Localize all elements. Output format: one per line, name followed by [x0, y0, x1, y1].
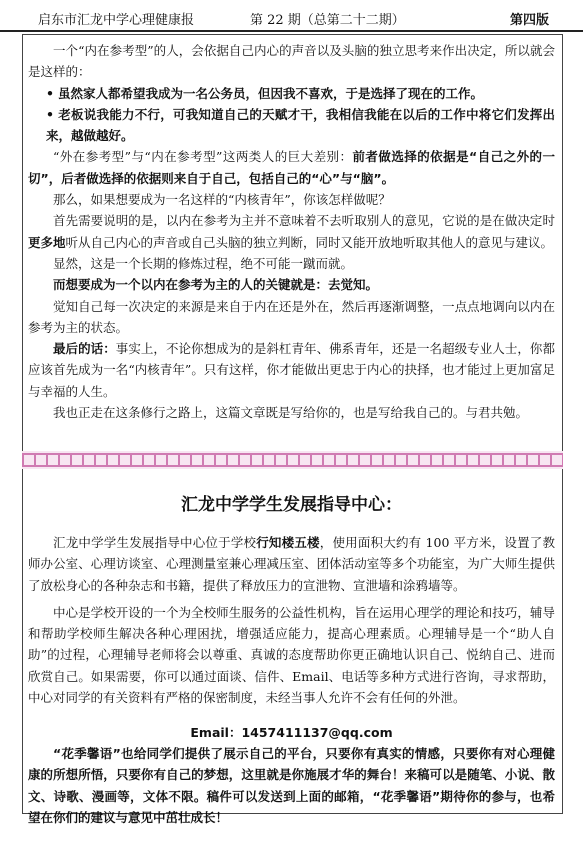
- bullet-text: 虽然家人都希望我成为一名公务员，但因我不喜欢，于是选择了现在的工作。: [58, 85, 484, 101]
- center-paragraph: 中心是学校开设的一个为全校师生服务的公益性机构，旨在运用心理学的理论和技巧，辅导和帮助学校师生解决各种心理困扰，增强适应能力，提高心理素质。心理辅导是一个“助人自助”的过程，心理辅导老师将会以尊重、真诚的态度帮助你更正确地认识自己、悦纳自己、进而欣赏自己。如果需要，你可以通过面谈、信件、Email、电话等多种方式进行咨询，寻求帮助，中心对同学的有关资料有严格的保密制度，未经当事人允许不会有任何的外泄。: [28, 604, 555, 706]
- paragraph-text: 汇龙中学学生发展指导中心位于学校: [53, 535, 257, 550]
- article-paragraph: [28, 210, 555, 253]
- emphasis-text: 最后的话：: [53, 341, 116, 357]
- issue-number: 第 22 期（总第二十二期）: [250, 13, 405, 28]
- bullet-item: [28, 83, 555, 104]
- paragraph-text: “外在参考型”与“内在参考型”这两类人的巨大差别：: [53, 149, 353, 165]
- bullet-item: [28, 104, 555, 147]
- page-number: 第四版: [510, 13, 550, 28]
- contact-email: Email：1457411137@qq.com: [190, 725, 393, 740]
- bullet-icon: •: [46, 85, 54, 101]
- paragraph-text: 听从自己内心的声音或自己头脑的独立判断，同时又能开放地听取其他人的意见与建议。: [65, 234, 554, 250]
- page-header: [0, 0, 583, 32]
- paragraph-text: 首先需要说明的是，以内在参考为主并不意味着不去听取别人的意见，它说的是在做决定时: [53, 213, 555, 229]
- article-paragraph: 那么，如果想要成为一名这样的“内核青年”，你该怎样做呢？: [53, 192, 391, 208]
- emphasis-text: 更多地: [28, 234, 66, 250]
- article-paragraph: [28, 338, 555, 402]
- bullet-text: 老板说我能力不行，可我知道自己的天赋才干，我相信我能在以后的工作中将它们发挥出来，越做越好。: [46, 106, 555, 144]
- submission-invite: “花季馨语”也给同学们提供了展示自己的平台，只要你有真实的情感，只要你有对心理健康的所想所悟，只要你有自己的梦想，这里就是你施展才华的舞台！来稿可以是随笔、小说、散文、诗歌、漫画等，文体不限。稿件可以发送到上面的邮箱，“花季馨语”期待你的参与，也希望在你们的建议与意见中茁壮成长！: [28, 746, 555, 825]
- article-paragraph: 一个“内在参考型”的人，会依据自己内心的声音以及头脑的独立思考来作出决定，所以就会是这样的：: [28, 43, 555, 80]
- center-paragraph: [28, 532, 555, 596]
- emphasis-text: 前者做选择的依据是“自己之外的一切”，后者做选择的依据则来自于自己，包括自己的“心”与“脑”。: [28, 149, 556, 186]
- newspaper-name: 启东市汇龙中学心理健康报: [38, 13, 195, 28]
- bullet-icon: •: [46, 106, 54, 122]
- article-paragraph: [28, 146, 555, 189]
- emphasis-text: 行知楼五楼: [256, 535, 320, 550]
- center-intro: [28, 532, 555, 708]
- article-paragraph: 觉知自己每一次决定的来源是来自于内在还是外在，然后再逐渐调整，一点点地调向以内在参考为主的状态。: [28, 298, 555, 335]
- decorative-divider: [22, 451, 563, 469]
- article-paragraph: 显然，这是一个长期的修炼过程，绝不可能一蹴而就。: [53, 255, 354, 271]
- key-point: 而想要成为一个以内在参考为主的人的关键就是：去觉知。: [53, 277, 379, 293]
- article: [28, 40, 555, 423]
- paragraph-text: 事实上，不论你想成为的是斜杠青年、佛系青年，还是一名超级专业人士，你都应该首先成为一名“内核青年”。只有这样，你才能做出更忠于内心的抉择，也才能过上更加富足与幸福的人生。: [28, 341, 555, 399]
- article-paragraph: 我也正走在这条修行之路上，这篇文章既是写给你的，也是写给我自己的。与君共勉。: [53, 405, 529, 421]
- paragraph-text: ，使用面积大约有 100 平方米，设置了教师办公室、心理访谈室、心理测量室兼心理减压室、团体活动室等多个功能室，为广大师生提供了放松身心的各种杂志和书籍，提供了释放压力的宣泄物、宣泄墙和涂鸦墙等。: [28, 535, 555, 593]
- section-title: 汇龙中学学生发展指导中心：: [181, 495, 402, 515]
